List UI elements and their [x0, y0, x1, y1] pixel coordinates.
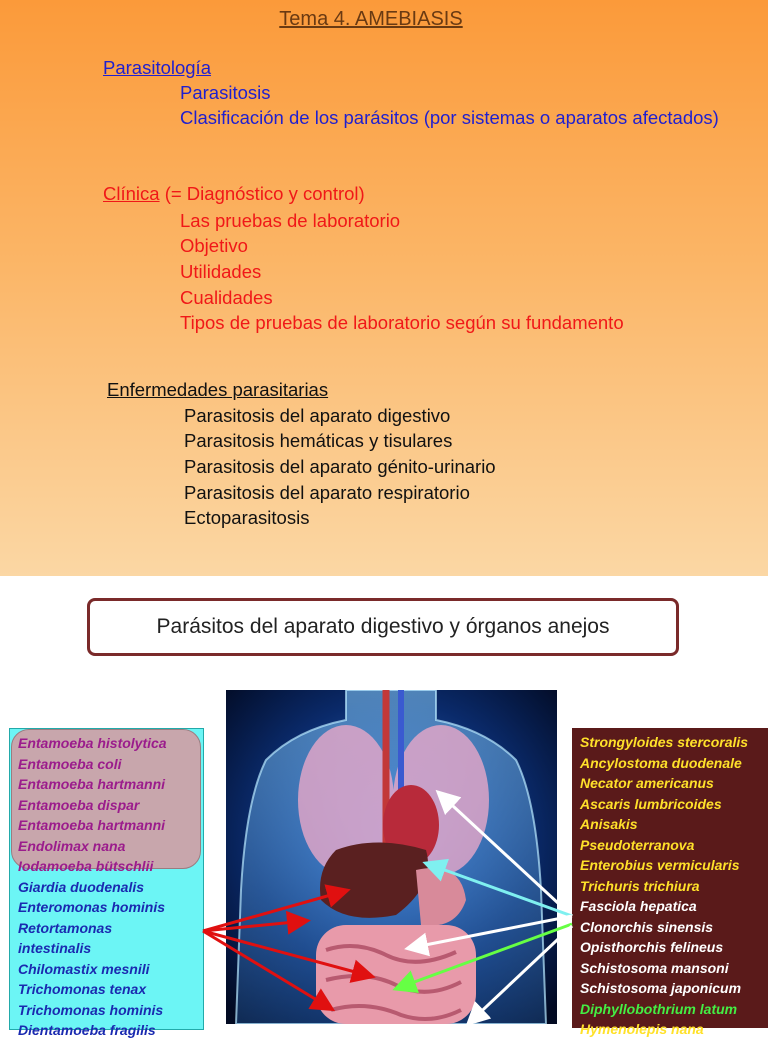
item-pruebas: Las pruebas de laboratorio: [180, 210, 401, 231]
item-cualidades: Cualidades: [180, 287, 273, 308]
right-item-3: Ascaris lumbricoides: [580, 795, 722, 812]
item-ectoparasitosis: Ectoparasitosis: [184, 507, 310, 528]
left-item-13: Trichomonas hominis: [18, 1001, 164, 1018]
left-item-6: Iodamoeba bütschlii: [18, 858, 154, 874]
right-item-14: Hymenolepis nana: [580, 1021, 704, 1037]
right-item-9: Clonorchis sinensis: [580, 918, 714, 935]
right-item-5: Pseudoterranova: [580, 836, 695, 853]
right-item-6: Enterobius vermicularis: [580, 857, 740, 873]
right-item-1: Ancylostoma duodenale: [580, 754, 742, 771]
left-item-1: Entamoeba coli: [18, 755, 122, 772]
left-item-10: intestinalis: [18, 940, 92, 956]
item-hematicas: Parasitosis hemáticas y tisulares: [184, 430, 453, 451]
item-utilidades: Utilidades: [180, 261, 262, 282]
left-item-12: Trichomonas tenax: [18, 981, 147, 997]
item-genito-urinario: Parasitosis del aparato génito-urinario: [184, 456, 496, 477]
section-heading-enfermedades: Enfermedades parasitarias: [107, 379, 329, 400]
left-item-3: Entamoeba dispar: [18, 796, 140, 813]
left-item-4: Entamoeba hartmanni: [18, 817, 166, 833]
item-tipos-pruebas: Tipos de pruebas de laboratorio según su fundamento: [180, 312, 624, 333]
helminth-list-box: [572, 728, 768, 1037]
right-item-7: Trichuris trichiura: [580, 877, 700, 894]
right-item-10: Opisthorchis felineus: [580, 939, 724, 955]
slide-title: Tema 4. AMEBIASIS: [279, 8, 463, 30]
right-item-2: Necator americanus: [580, 775, 714, 791]
clinica-link-text: Clínica: [103, 183, 160, 204]
left-item-11: Chilomastix mesnili: [18, 960, 150, 977]
item-respiratorio: Parasitosis del aparato respiratorio: [184, 482, 470, 503]
right-item-4: Anisakis: [580, 816, 638, 832]
right-item-8: Fasciola hepatica: [580, 898, 697, 914]
slide2-title-box: [87, 598, 679, 656]
left-item-5: Endolimax nana: [18, 837, 126, 854]
left-item-14: Dientamoeba fragilis: [18, 1022, 156, 1038]
left-item-7: Giardia duodenalis: [18, 878, 145, 895]
slide-parasitos-digestivo: [0, 576, 768, 1038]
protozoa-list-box: [9, 728, 204, 1038]
right-item-0: Strongyloides stercoralis: [580, 734, 749, 750]
right-item-12: Schistosoma japonicum: [580, 980, 742, 996]
clinica-suffix: (= Diagnóstico y control): [159, 183, 365, 204]
right-item-11: Schistosoma mansoni: [580, 959, 729, 976]
item-clasificacion: Clasificación de los parásitos (por sistemas o aparatos afectados): [180, 107, 719, 128]
item-objetivo: Objetivo: [180, 235, 248, 256]
left-item-8: Enteromonas hominis: [18, 899, 166, 915]
slide2-title: Parásitos del aparato digestivo y órganos anejos: [156, 615, 610, 638]
left-item-2: Entamoeba hartmanni: [18, 776, 166, 792]
left-item-9: Retortamonas: [18, 919, 113, 936]
item-parasitosis: Parasitosis: [180, 82, 271, 103]
section-heading-parasitologia: Parasitología: [103, 57, 211, 78]
anatomy-illustration: [226, 690, 557, 1024]
item-digestivo: Parasitosis del aparato digestivo: [184, 405, 451, 426]
left-item-0: Entamoeba histolytica: [18, 735, 167, 751]
right-item-13: Diphyllobothrium latum: [580, 1000, 738, 1017]
section-heading-clinica: [103, 183, 365, 205]
